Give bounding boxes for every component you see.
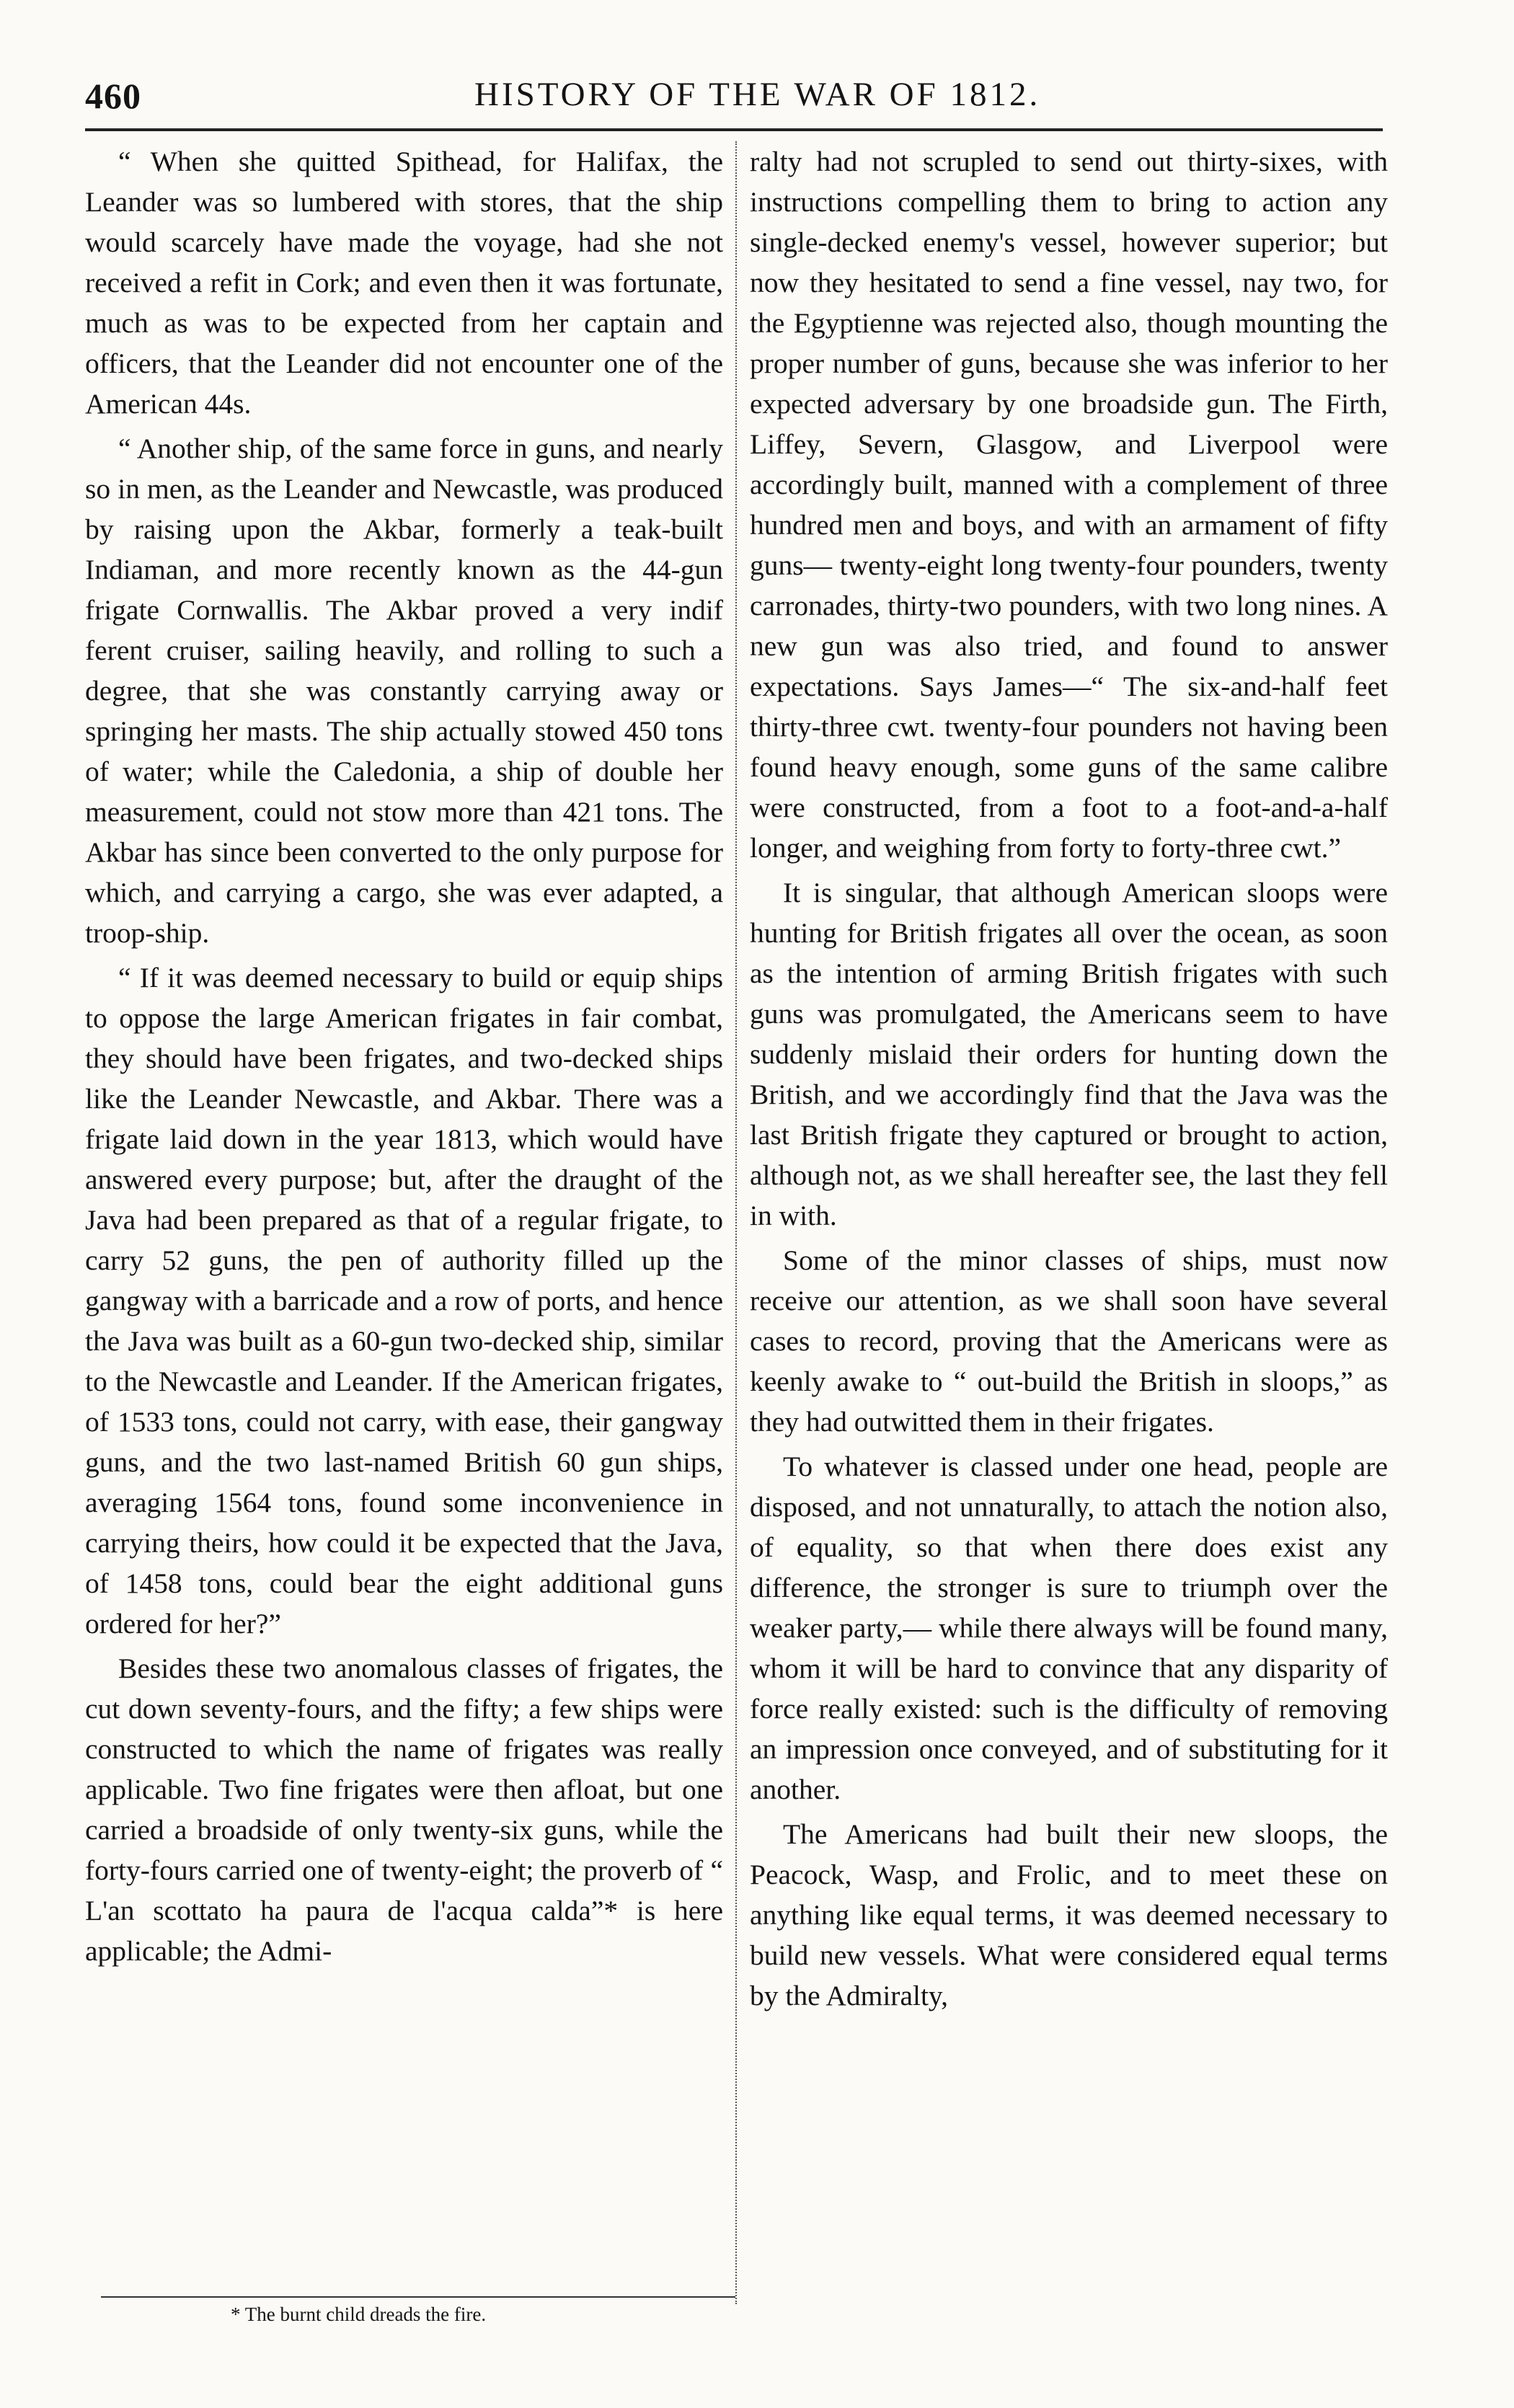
column-divider bbox=[735, 141, 737, 2304]
paragraph: Besides these two anomalous classes of frigates, the cut down seventy-fours, and the fifty; a few ships were constructed to which the name of frigates was really applicable. Two fine frigates were then afloat, but one carried a broadside of only twenty-six guns, while the forty-fours carried one of twenty-eight; the proverb of “ L'an scottato ha paura de l'acqua calda”* is here applicable; the Admi- bbox=[85, 1652, 723, 1967]
page-header bbox=[85, 75, 1383, 125]
paragraph: ralty had not scrupled to send out thirty-sixes, with instructions compelling them to bring to action any single-decked enemy's vessel, however superior; but now they hesitated to send a fine vessel, nay two, for the Egyptienne was rejected also, though mounting the proper number of guns, because she was inferior to her expected adversary by one broadside gun. The Firth, Liffey, Severn, Glasgow, and Liverpool were accordingly built, manned with a complement of three hundred men and boys, and with an armament of fifty guns— twenty-eight long twenty-four pounders, twenty carronades, thirty-two pounders, with two long nines. A new gun was also tried, and found to answer expectations. Says James—“ The six-and-half feet thirty-three cwt. twenty-four pounders not having been found heavy enough, some guns of the same calibre were constructed, from a foot to a foot-and-a-half longer, and weighing from forty to forty-three cwt.” bbox=[750, 146, 1388, 864]
footnote-rule bbox=[101, 2296, 735, 2298]
paragraph: “ Another ship, of the same force in guns, and nearly so in men, as the Leander and Newcastle, was produced by raising upon the Akbar, formerly a teak-built Indiaman, and more recently known as the 44-gun frigate Cornwallis. The Akbar proved a very indif ferent cruiser, sailing heavily, and rolling to such a degree, that she was constantly carrying away or springing her masts. The ship actually stowed 450 tons of water; while the Caledonia, a ship of double her measurement, could not stow more than 421 tons. The Akbar has since been converted to the only purpose for which, and carrying a cargo, she was ever adapted, a troop-ship. bbox=[85, 433, 723, 949]
header-rule bbox=[85, 128, 1383, 131]
left-column bbox=[85, 141, 723, 1975]
paragraph: Some of the minor classes of ships, must now receive our attention, as we shall soon have several cases to record, proving that the Americans were as keenly awake to “ out-build the British in sloops,” as they had outwitted them in their frigates. bbox=[750, 1244, 1388, 1438]
paragraph: “ If it was deemed necessary to build or equip ships to oppose the large American frigates in fair combat, they should have been frigates, and two-decked ships like the Leander Newcastle, and Akbar. There was a frigate laid down in the year 1813, which would have answered every purpose; but, after the draught of the Java had been prepared as that of a regular frigate, to carry 52 guns, the pen of authority filled up the gangway with a barricade and a row of ports, and hence the Java was built as a 60-gun two-decked ship, similar to the Newcastle and Leander. If the American frigates, of 1533 tons, could not carry, with ease, their gangway guns, and the two last-named British 60 gun ships, averaging 1564 tons, found some inconvenience in carrying theirs, how could it be expected that the Java, of 1458 tons, could bear the eight additional guns ordered for her?” bbox=[85, 962, 723, 1639]
footnote: * The burnt child dreads the fire. bbox=[231, 2303, 487, 2325]
page-number: 460 bbox=[85, 76, 141, 116]
paragraph: The Americans had built their new sloops, the Peacock, Wasp, and Frolic, and to meet these on anything like equal terms, it was deemed necessary to build new vessels. What were considered equal terms by the Admiralty, bbox=[750, 1818, 1388, 2011]
running-title: HISTORY OF THE WAR OF 1812. bbox=[474, 76, 1041, 113]
right-column bbox=[750, 141, 1388, 2020]
paragraph: “ When she quitted Spithead, for Halifax, the Leander was so lumbered with stores, that the ship would scarcely have made the voyage, had she not received a refit in Cork; and even then it was fortunate, much as was to be expected from her captain and officers, that the Leander did not encounter one of the American 44s. bbox=[85, 146, 723, 420]
paragraph: To whatever is classed under one head, people are disposed, and not unnaturally, to attach the notion also, of equality, so that when there does exist any difference, the stronger is sure to triumph over the weaker party,— while there always will be found many, whom it will be hard to convince that any disparity of force really existed: such is the difficulty of removing an impression once conveyed, and of substituting for it another. bbox=[750, 1451, 1388, 1805]
paragraph: It is singular, that although American sloops were hunting for British frigates all over the ocean, as soon as the intention of arming British frigates with such guns was promulgated, the Americans seem to have suddenly mislaid their orders for hunting down the British, and we accordingly find that the Java was the last British frigate they captured or brought to action, although not, as we shall hereafter see, the last they fell in with. bbox=[750, 877, 1388, 1231]
